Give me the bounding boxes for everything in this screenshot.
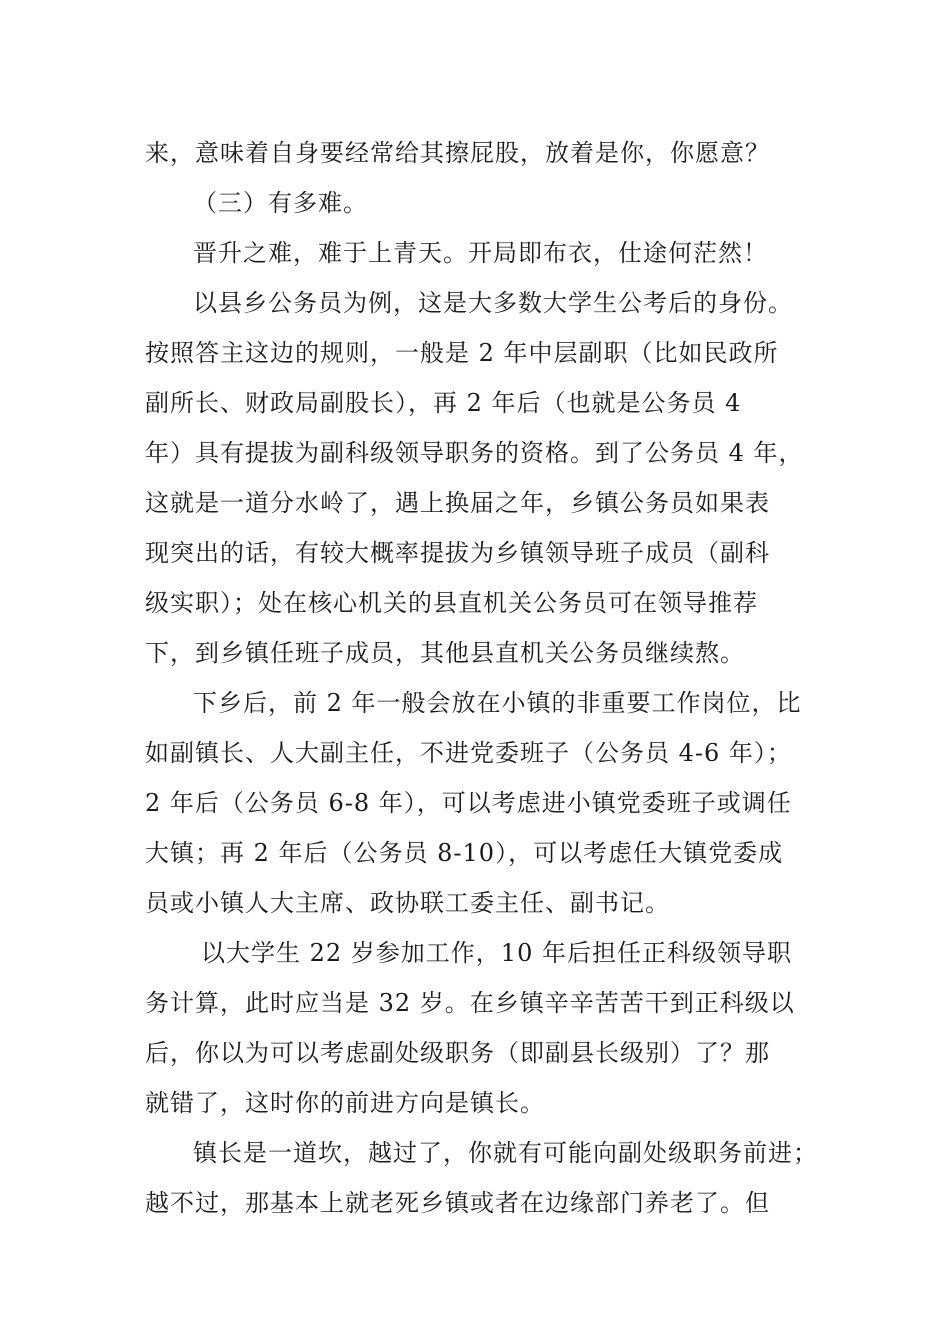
text-line: 下，到乡镇任班子成员，其他县直机关公务员继续熬。 — [145, 639, 745, 667]
text-line: 来，意味着自身要经常给其擦屁股，放着是你，你愿意？ — [145, 139, 770, 167]
text-line: 如副镇长、人大副主任，不进党委班子（公务员 4-6 年）； — [145, 739, 792, 767]
text-line: 越不过，那基本上就老死乡镇或者在边缘部门养老了。但 — [145, 1189, 770, 1217]
text-line: 镇长是一道坎，越过了，你就有可能向副处级职务前进； — [193, 1139, 818, 1167]
text-line: 副所长、财政局副股长），再 2 年后（也就是公务员 4 — [145, 389, 742, 417]
text-line: 现突出的话，有较大概率提拔为乡镇领导班子成员（副科 — [145, 539, 770, 567]
text-line: 这就是一道分水岭了，遇上换届之年，乡镇公务员如果表 — [145, 489, 770, 517]
text-line: 按照答主这边的规则，一般是 2 年中层副职（比如民政所 — [145, 339, 779, 367]
text-line: 2 年后（公务员 6-8 年），可以考虑进小镇党委班子或调任 — [145, 789, 792, 817]
text-line: 下乡后，前 2 年一般会放在小镇的非重要工作岗位，比 — [193, 689, 802, 717]
text-line: 员或小镇人大主席、政协联工委主任、副书记。 — [145, 889, 670, 917]
text-line: 以县乡公务员为例，这是大多数大学生公考后的身份。 — [193, 289, 793, 317]
text-line: 级实职）；处在核心机关的县直机关公务员可在领导推荐 — [145, 589, 758, 617]
body-text — [145, 128, 825, 1228]
text-line: 就错了，这时你的前进方向是镇长。 — [145, 1089, 545, 1117]
text-line: 年）具有提拔为副科级领导职务的资格。到了公务员 4 年， — [145, 439, 804, 467]
text-line: 务计算，此时应当是 32 岁。在乡镇辛辛苦苦干到正科级以 — [145, 989, 795, 1017]
text-line: 晋升之难，难于上青天。开局即布衣，仕途何茫然！ — [193, 239, 768, 267]
text-line: 后，你以为可以考虑副处级职务（即副县长级别）了？那 — [145, 1039, 770, 1067]
text-line: 大镇；再 2 年后（公务员 8-10），可以考虑任大镇党委成 — [145, 839, 784, 867]
section-heading: （三）有多难。 — [193, 189, 368, 217]
text-line: 以大学生 22 岁参加工作，10 年后担任正科级领导职 — [201, 939, 792, 967]
